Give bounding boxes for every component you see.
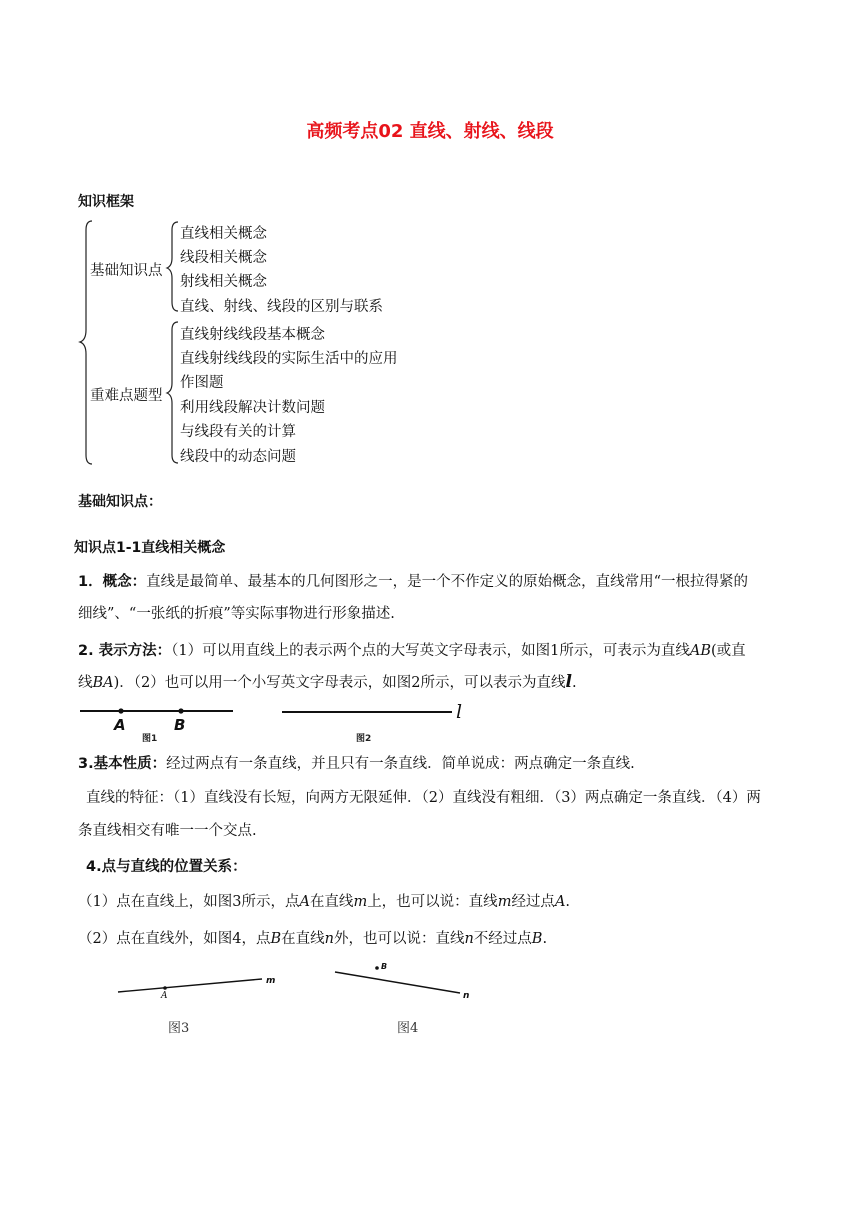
group2-item-4: 利用线段解决计数问题 [180, 400, 325, 416]
group1-item-3: 射线相关概念 [180, 274, 267, 290]
p4-label: 4.点与直线的位置关系： [86, 859, 247, 875]
fig4-label-n: n [463, 991, 470, 1001]
group2-item-6: 线段中的动态问题 [180, 449, 296, 465]
p2-label: 2. 表示方法： [78, 643, 172, 659]
group1-label: 基础知识点 [90, 263, 163, 279]
kp-heading: 知识点1-1直线相关概念 [74, 540, 226, 556]
p1-line2: 细线”、“一张纸的折痕”等实际事物进行形象描述. [78, 606, 395, 622]
group1-item-2: 线段相关概念 [180, 250, 267, 266]
fig3-caption: 图3 [168, 1021, 190, 1036]
page-title: 高频考点02 直线、射线、线段 [306, 121, 554, 142]
p4-s1: （1）点在直线上，如图3所示，点A在直线m上，也可以说：直线m经过点A. [78, 894, 571, 910]
p1-line1: 1．概念：直线是最简单、最基本的几何图形之一，是一个不作定义的原始概念，直线常用“一根拉得紧的 [78, 574, 749, 590]
fig3-label-a: A [161, 991, 168, 1001]
fig4-label-b: B [381, 962, 388, 971]
p3b-line1: 直线的特征：（1）直线没有长短，向两方无限延伸．（2）直线没有粗细．（3）两点确定一条直线．（4）两 [86, 790, 761, 806]
group1-item-1: 直线相关概念 [180, 226, 267, 242]
framework-heading: 知识框架 [78, 194, 134, 210]
fig3-point-a [163, 986, 167, 990]
p3-line: 3.基本性质：经过两点有一条直线，并且只有一条直线．简单说成：两点确定一条直线. [78, 756, 635, 772]
p2-line1: 2. 表示方法：（1）可以用直线上的表示两个点的大写英文字母表示，如图1所示，可表示为直线AB(或直 [78, 643, 746, 659]
p3-label: 3.基本性质： [78, 756, 167, 772]
p2-line2: 线BA)．（2）也可以用一个小写英文字母表示，如图2所示，可以表示为直线l. [78, 672, 577, 692]
fig1-label-b: B [174, 716, 186, 734]
fig4-line [335, 972, 460, 993]
fig2-label-l: l [456, 701, 463, 723]
p1-label: 1．概念： [78, 574, 147, 590]
group2-item-5: 与线段有关的计算 [180, 424, 296, 440]
group2-item-3: 作图题 [180, 375, 224, 391]
fig3-label-m: m [266, 976, 276, 986]
group2-item-2: 直线射线线段的实际生活中的应用 [180, 351, 398, 367]
fig1-caption: 图1 [142, 734, 158, 744]
p4-s2: （2）点在直线外，如图4，点B在直线n外，也可以说：直线n不经过点B. [78, 931, 548, 947]
p3b-line2: 条直线相交有唯一一个交点. [78, 823, 257, 839]
group2-label: 重难点题型 [90, 388, 163, 404]
fig4-caption: 图4 [397, 1021, 419, 1036]
fig4-point-b [375, 966, 379, 970]
basics-heading: 基础知识点： [78, 494, 162, 510]
fig3-line [118, 979, 262, 992]
fig1-label-a: A [114, 716, 126, 734]
group2-item-1: 直线射线线段基本概念 [180, 327, 325, 343]
fig2-caption: 图2 [356, 734, 372, 744]
group1-item-4: 直线、射线、线段的区别与联系 [180, 299, 383, 315]
